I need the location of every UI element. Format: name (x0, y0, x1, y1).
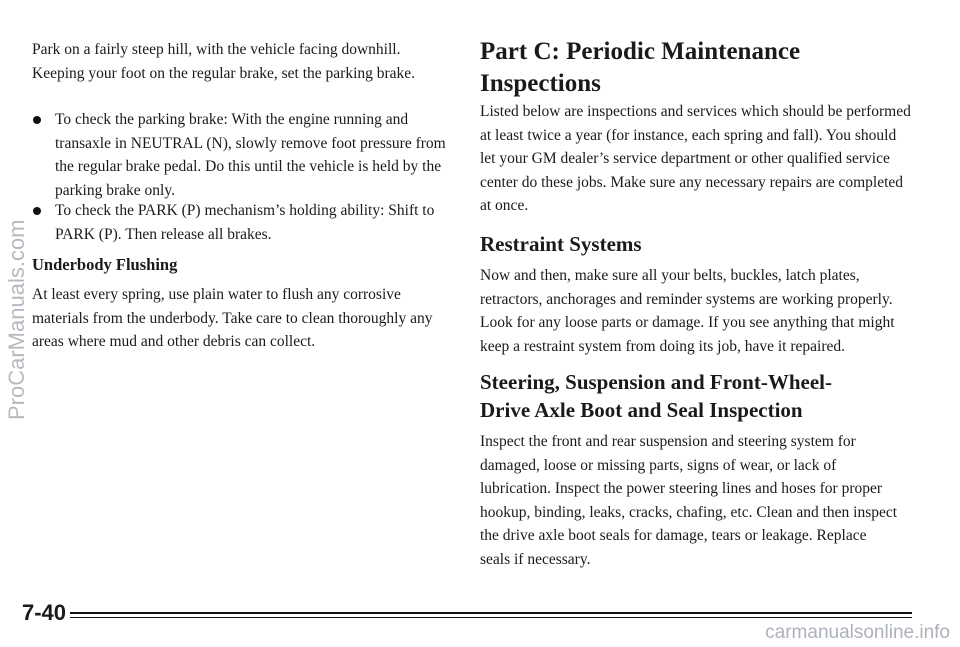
bullet-icon (33, 116, 41, 124)
bullet-text: To check the parking brake: With the engine running and transaxle in NEUTRAL (N), slowly remove foot pressure from the regular brake pedal. Do this until the vehicle is held by the parking brake only. (55, 111, 446, 199)
underbody-paragraph: At least every spring, use plain water to flush any corrosive materials from the underbody. Take care to clean thoroughly any areas where mud and other debris can collect. (32, 286, 433, 350)
list-item (32, 108, 457, 202)
list-item (32, 199, 457, 246)
restraint-heading: Restraint Systems (480, 232, 642, 256)
part-c-paragraph: Listed below are inspections and services which should be performed at least twice a year (for instance, each spring and fall). You should let your GM dealer’s service department or other qualified service center do these jobs. Make sure any necessary repairs are completed at once. (480, 103, 911, 214)
side-watermark: ProCarManuals.com (4, 219, 29, 420)
bullet-list-2 (32, 199, 457, 246)
underbody-heading: Underbody Flushing (32, 255, 178, 274)
part-c-heading: Part C: Periodic Maintenance Inspections (480, 38, 801, 97)
bottom-watermark: carmanualsonline.info (765, 622, 950, 643)
steering-paragraph: Inspect the front and rear suspension and steering system for damaged, loose or missing parts, signs of wear, or lack of lubrication. Inspect the power steering lines and hoses for proper hookup, binding, leaks, cracks, chafing, etc. Clean and then inspect the drive axle boot seals for damage, tears or leakage. Replace seals if necessary. (480, 433, 898, 568)
steering-heading: Steering, Suspension and Front-Wheel-Drive Axle Boot and Seal Inspection (480, 370, 832, 422)
bullet-text: To check the PARK (P) mechanism’s holding ability: Shift to PARK (P). Then release all brakes. (55, 202, 435, 243)
bullet-list-1 (32, 108, 457, 202)
page-number: 7-40 (22, 600, 67, 625)
footer-rule (70, 612, 912, 614)
bullet-icon (33, 207, 41, 215)
restraint-paragraph: Now and then, make sure all your belts, buckles, latch plates, retractors, anchorages and reminder systems are working properly. Look for any loose parts or damage. If you see anything that might keep a restraint system from doing its job, have it repaired. (480, 267, 895, 355)
footer-rule-thin (70, 617, 912, 618)
intro-paragraph: Park on a fairly steep hill, with the vehicle facing downhill. Keeping your foot on the regular brake, set the parking brake. (32, 41, 416, 82)
